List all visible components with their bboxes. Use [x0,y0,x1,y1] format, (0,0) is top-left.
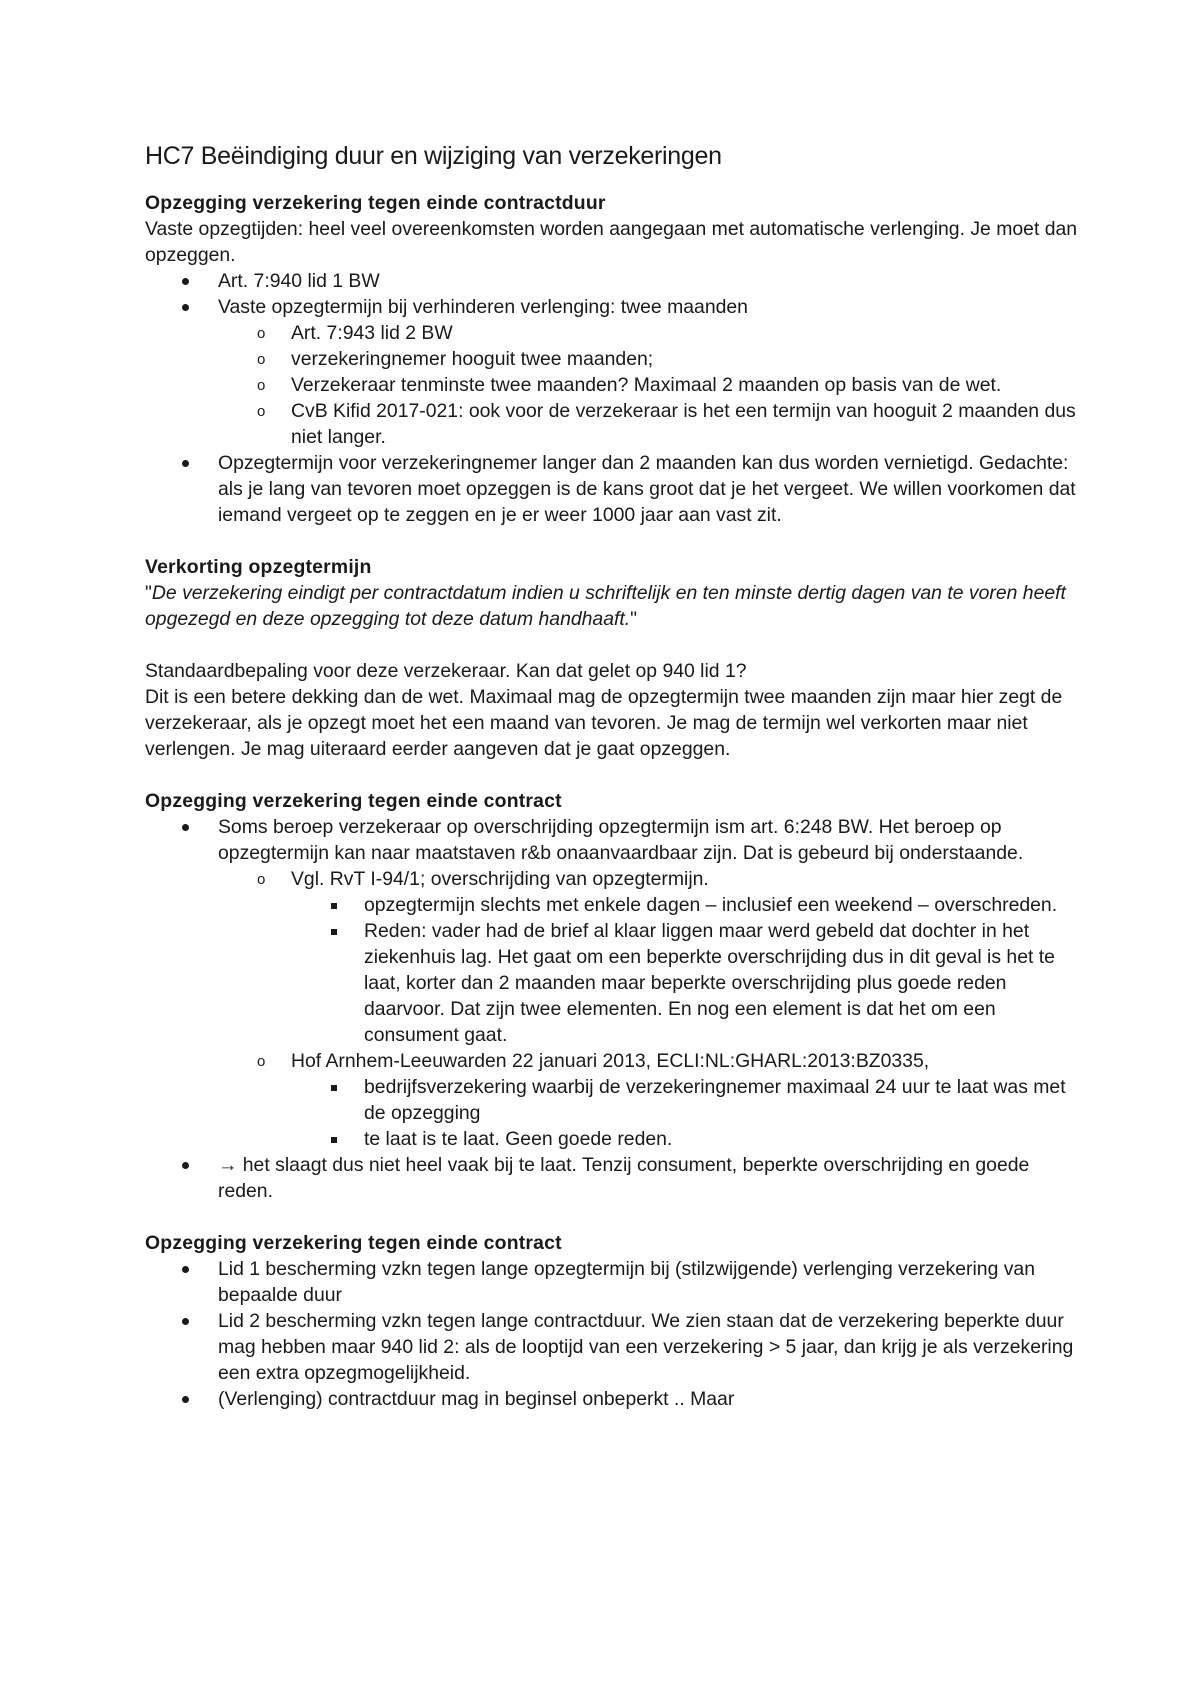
document-page [145,140,1085,1412]
circle-bullet-icon: o [257,1053,266,1070]
list-item [145,1308,1085,1386]
list-item-text: Vaste opzegtermijn bij verhinderen verlenging: twee maanden [218,296,748,318]
quote-mark: " [145,582,152,604]
sub-sub-list-item [145,1126,1085,1152]
sub-sub-list-item [145,1074,1085,1126]
bullet-icon [182,814,189,840]
bullet-icon [182,1256,189,1282]
list-item-text: (Verlenging) contractduur mag in beginsel onbeperkt .. Maar [218,1388,735,1410]
bullet-icon [182,450,189,476]
sub-sub-list-item [145,892,1085,918]
quote-text: De verzekering eindigt per contractdatum indien u schriftelijk en ten minste dertig dagen van te voren heeft opgezegd en deze opzegging tot deze datum handhaaft. [145,582,1066,630]
list-item-text: opzegtermijn slechts met enkele dagen – inclusief een weekend – overschreden. [364,894,1058,916]
bullet-icon [182,1308,189,1334]
list-item-text: Opzegtermijn voor verzekeringnemer langer dan 2 maanden kan dus worden vernietigd. Gedachte: als je lang van tevoren moet opzeggen is de kans groot dat je het vergeet. We willen voorkomen dat iemand vergeet op te zeggen en je er weer 1000 jaar aan vast zit. [218,452,1076,526]
sub-list-item [145,1048,1085,1074]
list-item [145,268,1085,294]
document-title: HC7 Beëindiging duur en wijziging van verzekeringen [145,142,722,170]
list-item [145,294,1085,320]
list-item-text: bedrijfsverzekering waarbij de verzekeringnemer maximaal 24 uur te laat was met de opzegging [364,1076,1066,1124]
square-bullet-icon [331,1126,337,1152]
square-bullet-icon [331,918,337,944]
circle-bullet-icon: o [257,325,266,342]
bullet-icon [182,1152,189,1178]
list-item [145,1256,1085,1308]
list-item-text: het slaagt dus niet heel vaak bij te laat. Tenzij consument, beperkte overschrijding en goede reden. [218,1154,1030,1202]
list-item [145,1152,1085,1204]
circle-bullet-icon: o [257,871,266,888]
section-heading-einde-contract-2: Opzegging verzekering tegen einde contract [145,1232,562,1254]
section-heading-einde-contract: Opzegging verzekering tegen einde contract [145,790,562,812]
bullet-list [145,814,1085,1204]
section-heading-verkorting: Verkorting opzegtermijn [145,556,372,578]
list-item [145,814,1085,866]
circle-bullet-icon: o [257,377,266,394]
bullet-list [145,268,1085,528]
sub-list-item [145,398,1085,450]
bullet-icon [182,294,189,320]
list-item-text: Hof Arnhem-Leeuwarden 22 januari 2013, ECLI:NL:GHARL:2013:BZ0335, [291,1050,930,1072]
paragraph: Standaardbepaling voor deze verzekeraar. Kan dat gelet op 940 lid 1? [145,660,747,682]
paragraph: Dit is een betere dekking dan de wet. Maximaal mag de opzegtermijn twee maanden zijn maar hier zegt de verzekeraar, als je opzegt moet het een maand van tevoren. Je mag de termijn wel verkorten maar niet verlengen. Je mag uiteraard eerder aangeven dat je gaat opzeggen. [145,686,1063,760]
list-item-text: te laat is te laat. Geen goede reden. [364,1128,673,1150]
quote-mark: " [630,608,638,630]
sub-sub-list-item [145,918,1085,1048]
square-bullet-icon [331,892,337,918]
bullet-list [145,1256,1085,1412]
sub-list-item [145,372,1085,398]
bullet-icon [182,1386,189,1412]
square-bullet-icon [331,1074,337,1100]
list-item-text: Art. 7:943 lid 2 BW [291,322,453,344]
circle-bullet-icon: o [257,403,266,420]
list-item-text: Verzekeraar tenminste twee maanden? Maximaal 2 maanden op basis van de wet. [291,374,1002,396]
sub-list-item [145,866,1085,892]
list-item-text: Lid 2 bescherming vzkn tegen lange contractduur. We zien staan dat de verzekering beperkte duur mag hebben maar 940 lid 2: als de looptijd van een verzekering > 5 jaar, dan krijg je als verzekering een extra opzegmogelijkheid. [218,1310,1074,1384]
arrow-right-icon: → [218,1154,238,1176]
list-item-text: Vgl. RvT I-94/1; overschrijding van opzegtermijn. [291,868,709,890]
list-item-text: Art. 7:940 lid 1 BW [218,270,380,292]
list-item [145,450,1085,528]
section-heading-opzegging-contractduur: Opzegging verzekering tegen einde contractduur [145,192,606,214]
sub-list-item [145,320,1085,346]
sub-list-item [145,346,1085,372]
circle-bullet-icon: o [257,351,266,368]
quote-paragraph [145,580,1085,632]
section-intro: Vaste opzegtijden: heel veel overeenkomsten worden aangegaan met automatische verlenging. Je moet dan opzeggen. [145,218,1078,266]
list-item-text: Lid 1 bescherming vzkn tegen lange opzegtermijn bij (stilzwijgende) verlenging verzekering van bepaalde duur [218,1258,1036,1306]
list-item-text: Soms beroep verzekeraar op overschrijding opzegtermijn ism art. 6:248 BW. Het beroep op opzegtermijn kan naar maatstaven r&b onaanvaardbaar zijn. Dat is gebeurd bij onderstaande. [218,816,1024,864]
bullet-icon [182,268,189,294]
list-item-text: verzekeringnemer hooguit twee maanden; [291,348,654,370]
list-item [145,1386,1085,1412]
list-item-text: Reden: vader had de brief al klaar liggen maar werd gebeld dat dochter in het ziekenhuis lag. Het gaat om een beperkte overschrijding dus in dit geval is het te laat, korter dan 2 maanden maar beperkte overschrijding plus goede reden daarvoor. Dat zijn twee elementen. En nog een element is dat het om een consument gaat. [364,920,1055,1046]
list-item-text: CvB Kifid 2017-021: ook voor de verzekeraar is het een termijn van hooguit 2 maanden dus niet langer. [291,400,1076,448]
